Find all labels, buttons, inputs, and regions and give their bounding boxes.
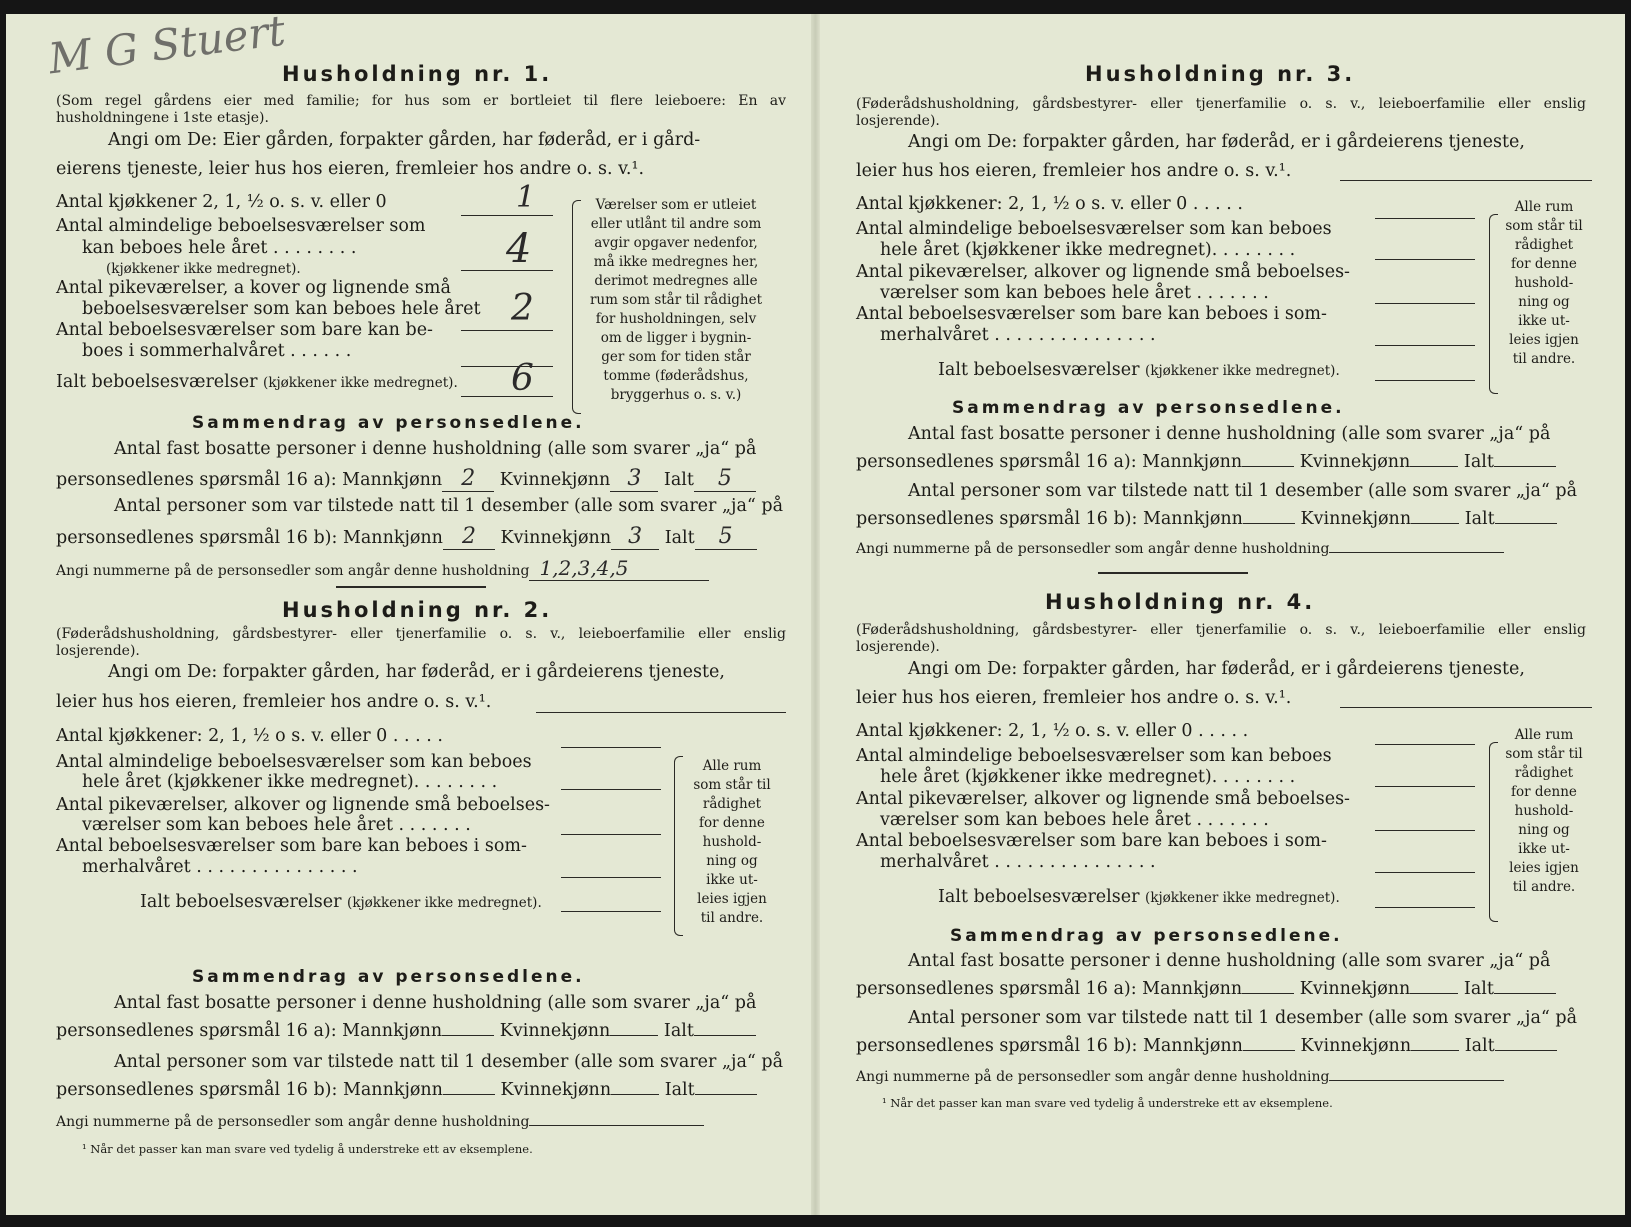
household-1-total-rooms-value: 6	[511, 358, 534, 399]
household-3-maid-rooms-label-2: værelser som kan beboes hele året . . . . . . .	[880, 283, 1269, 303]
household-4-resident-label: Antal fast bosatte personer i denne husholdning (alle som svarer „ja“ på	[908, 951, 1551, 971]
household-2-ordinary-rooms-label-2: hele året (kjøkkener ikke medregnet). . . . . . . .	[82, 772, 498, 792]
household-1-present-male-value: 2	[443, 524, 495, 550]
household-1-angi-line1: Angi om De: Eier gården, forpakter gården, har føderåd, er i gård-	[108, 130, 701, 150]
household-1-maid-rooms-label-2: beboelsesværelser som kan beboes hele året	[82, 299, 481, 319]
household-2-ordinary-rooms-label: Antal almindelige beboelsesværelser som kan beboes	[56, 752, 532, 772]
household-1-resident-male-value: 2	[442, 466, 494, 492]
page-fold	[811, 14, 820, 1215]
household-4-total-rooms-label: Ialt beboelsesværelser (kjøkkener ikke medregnet).	[938, 887, 1340, 907]
household-3-summer-rooms-label: Antal beboelsesværelser som bare kan beboes i som-	[856, 304, 1327, 324]
household-4-kitchens-label: Antal kjøkkener: 2, 1, ½ o. s. v. eller 0 . . . . .	[856, 721, 1249, 741]
household-4-resident-row: personsedlenes spørsmål 16 a): Mannkjønn Kvinnekjønn Ialt	[856, 979, 1556, 999]
household-4-ordinary-rooms-label: Antal almindelige beboelsesværelser som kan beboes	[856, 746, 1332, 766]
household-4-summary-title: Sammendrag av personsedlene.	[950, 926, 1343, 946]
right-page	[820, 14, 1625, 1215]
household-1-ordinary-rooms-note: (kjøkkener ikke medregnet).	[106, 261, 301, 277]
household-2-summer-rooms-label: Antal beboelsesværelser som bare kan beboes i som-	[56, 836, 527, 856]
household-1-resident-row: personsedlenes spørsmål 16 a): Mannkjønn 2 Kvinnekjønn 3 Ialt 5	[56, 466, 756, 492]
household-2-present-label: Antal personer som var tilstede natt til 1 desember (alle som svarer „ja“ på	[114, 1052, 784, 1072]
household-2-maid-rooms-label: Antal pikeværelser, alkover og lignende små beboelses-	[56, 795, 550, 815]
household-2-note: (Føderådshusholdning, gårdsbestyrer- eller tjenerfamilie o. s. v., leieboerfamilie eller enslig losjerende).	[56, 626, 786, 659]
household-3-total-rooms-label: Ialt beboelsesværelser (kjøkkener ikke medregnet).	[938, 360, 1340, 380]
household-3-present-row: personsedlenes spørsmål 16 b): Mannkjønn Kvinnekjønn Ialt	[856, 509, 1557, 529]
household-3-maid-rooms-label: Antal pikeværelser, alkover og lignende små beboelses-	[856, 262, 1350, 282]
household-3-rooms-explanation: Alle rum som står til rådighet for denne hushold- ning og ikke ut- leies igjen til andre.	[1505, 199, 1583, 367]
household-1-resident-total-value: 5	[694, 466, 756, 492]
household-1-numbers-value: 1,2,3,4,5	[529, 556, 709, 581]
household-2-present-row: personsedlenes spørsmål 16 b): Mannkjønn Kvinnekjønn Ialt	[56, 1080, 757, 1100]
household-2-resident-label: Antal fast bosatte personer i denne husholdning (alle som svarer „ja“ på	[114, 993, 757, 1013]
left-footnote: ¹ Når det passer kan man svare ved tydelig å understreke ett av eksemplene.	[82, 1142, 533, 1156]
household-1-summary-title: Sammendrag av personsedlene.	[192, 413, 585, 433]
household-2-angi-line1: Angi om De: forpakter gården, har føderåd, er i gårdeierens tjeneste,	[108, 662, 725, 682]
household-1-kitchens-label: Antal kjøkkener 2, 1, ½ o. s. v. eller 0	[56, 192, 387, 212]
household-3-summary-title: Sammendrag av personsedlene.	[952, 398, 1345, 418]
household-2-maid-rooms-label-2: værelser som kan beboes hele året . . . . . . .	[82, 815, 471, 835]
household-3-angi-line2: leier hus hos eieren, fremleier hos andre o. s. v.¹.	[856, 161, 1292, 181]
household-4-present-label: Antal personer som var tilstede natt til 1 desember (alle som svarer „ja“ på	[908, 1008, 1578, 1028]
household-1-present-total-value: 5	[695, 524, 757, 550]
household-2-summary-title: Sammendrag av personsedlene.	[192, 967, 585, 987]
household-4-ordinary-rooms-label-2: hele året (kjøkkener ikke medregnet). . . . . . . .	[880, 767, 1296, 787]
household-3-resident-row: personsedlenes spørsmål 16 a): Mannkjønn Kvinnekjønn Ialt	[856, 452, 1556, 472]
household-1-rooms-explanation: Værelser som er utleiet eller utlånt til andre som avgir opgaver nedenfor, må ikke medregnes her, derimot medregnes alle rum som står til rådighet for husholdningen, selv om de ligger i bygnin- ger som for tiden står tomme (føderådshus, bryggerhus o. s. v.)	[589, 197, 763, 403]
household-2-numbers-row: Angi nummerne på de personsedler som angår denne husholdning	[56, 1114, 704, 1130]
household-1-present-row: personsedlenes spørsmål 16 b): Mannkjønn 2 Kvinnekjønn 3 Ialt 5	[56, 524, 757, 550]
household-1-ordinary-rooms-label: Antal almindelige beboelsesværelser som	[56, 216, 426, 236]
census-sheet	[6, 5, 1625, 1215]
household-3-note: (Føderådshusholdning, gårdsbestyrer- eller tjenerfamilie o. s. v., leieboerfamilie eller enslig losjerende).	[856, 96, 1586, 129]
household-1-numbers-row: Angi nummerne på de personsedler som angår denne husholdning 1,2,3,4,5	[56, 556, 709, 581]
right-footnote: ¹ Når det passer kan man svare ved tydelig å understreke ett av eksemplene.	[882, 1096, 1333, 1110]
household-2-total-rooms-label: Ialt beboelsesværelser (kjøkkener ikke medregnet).	[140, 892, 542, 912]
handwritten-annotation: M G Stuert	[45, 5, 288, 84]
household-2-resident-row: personsedlenes spørsmål 16 a): Mannkjønn Kvinnekjønn Ialt	[56, 1021, 756, 1041]
household-3-numbers-row: Angi nummerne på de personsedler som angår denne husholdning	[856, 541, 1504, 557]
household-3-ordinary-rooms-label-2: hele året (kjøkkener ikke medregnet). . . . . . . .	[880, 240, 1296, 260]
household-2-rooms-explanation: Alle rum som står til rådighet for denne hushold- ning og ikke ut- leies igjen til andre.	[693, 758, 771, 926]
household-4-maid-rooms-label-2: værelser som kan beboes hele året . . . . . . .	[880, 810, 1269, 830]
household-1-note: (Som regel gårdens eier med familie; for hus som er bortleiet til flere leieboere: En av husholdningene i 1ste etasje).	[56, 93, 786, 126]
household-1-angi-line2: eierens tjeneste, leier hus hos eieren, fremleier hos andre o. s. v.¹.	[56, 159, 645, 179]
household-4-summer-rooms-label: Antal beboelsesværelser som bare kan beboes i som-	[856, 831, 1327, 851]
household-1-ordinary-rooms-label-2: kan beboes hele året . . . . . . . .	[82, 238, 357, 258]
household-4-numbers-row: Angi nummerne på de personsedler som angår denne husholdning	[856, 1069, 1504, 1085]
household-2-kitchens-label: Antal kjøkkener: 2, 1, ½ o s. v. eller 0 . . . . .	[56, 726, 443, 746]
household-1-present-female-value: 3	[611, 524, 659, 550]
household-3-angi-line1: Angi om De: forpakter gården, har føderåd, er i gårdeierens tjeneste,	[908, 132, 1525, 152]
household-1-maid-rooms-label: Antal pikeværelser, a kover og lignende små	[56, 278, 451, 298]
household-2-title: Husholdning nr. 2.	[282, 598, 553, 622]
household-4-rooms-explanation: Alle rum som står til rådighet for denne hushold- ning og ikke ut- leies igjen til andre.	[1505, 727, 1583, 895]
household-3-ordinary-rooms-label: Antal almindelige beboelsesværelser som kan beboes	[856, 219, 1332, 239]
household-4-note: (Føderådshusholdning, gårdsbestyrer- eller tjenerfamilie o. s. v., leieboerfamilie eller enslig losjerende).	[856, 622, 1586, 655]
household-4-summer-rooms-label-2: merhalvåret . . . . . . . . . . . . . . .	[880, 852, 1156, 872]
household-1-kitchens-value: 1	[516, 180, 536, 215]
household-3-kitchens-label: Antal kjøkkener: 2, 1, ½ o s. v. eller 0 . . . . .	[856, 194, 1243, 214]
household-1-summer-rooms-label-2: boes i sommerhalvåret . . . . . .	[82, 341, 352, 361]
household-2-summer-rooms-label-2: merhalvåret . . . . . . . . . . . . . . .	[82, 857, 358, 877]
household-1-summer-rooms-label: Antal beboelsesværelser som bare kan be-	[56, 320, 433, 340]
household-1-maid-rooms-value: 2	[511, 288, 534, 329]
household-4-angi-line2: leier hus hos eieren, fremleier hos andre o. s. v.¹.	[856, 688, 1292, 708]
household-1-title: Husholdning nr. 1.	[282, 62, 553, 86]
household-4-title: Husholdning nr. 4.	[1045, 590, 1316, 614]
household-3-summer-rooms-label-2: merhalvåret . . . . . . . . . . . . . . .	[880, 325, 1156, 345]
household-3-present-label: Antal personer som var tilstede natt til 1 desember (alle som svarer „ja“ på	[908, 481, 1578, 501]
household-2-angi-line2: leier hus hos eieren, fremleier hos andre o. s. v.¹.	[56, 692, 492, 712]
household-4-maid-rooms-label: Antal pikeværelser, alkover og lignende små beboelses-	[856, 789, 1350, 809]
household-3-title: Husholdning nr. 3.	[1085, 62, 1356, 86]
household-1-present-label: Antal personer som var tilstede natt til 1 desember (alle som svarer „ja“ på	[114, 496, 784, 516]
household-4-present-row: personsedlenes spørsmål 16 b): Mannkjønn Kvinnekjønn Ialt	[856, 1036, 1557, 1056]
household-1-resident-female-value: 3	[610, 466, 658, 492]
left-page	[6, 5, 811, 1215]
household-1-ordinary-rooms-value: 4	[506, 226, 532, 272]
household-1-resident-label: Antal fast bosatte personer i denne husholdning (alle som svarer „ja“ på	[114, 439, 757, 459]
household-4-angi-line1: Angi om De: forpakter gården, har føderåd, er i gårdeierens tjeneste,	[908, 659, 1525, 679]
household-1-total-rooms-label: Ialt beboelsesværelser (kjøkkener ikke medregnet).	[56, 372, 458, 392]
household-3-resident-label: Antal fast bosatte personer i denne husholdning (alle som svarer „ja“ på	[908, 424, 1551, 444]
